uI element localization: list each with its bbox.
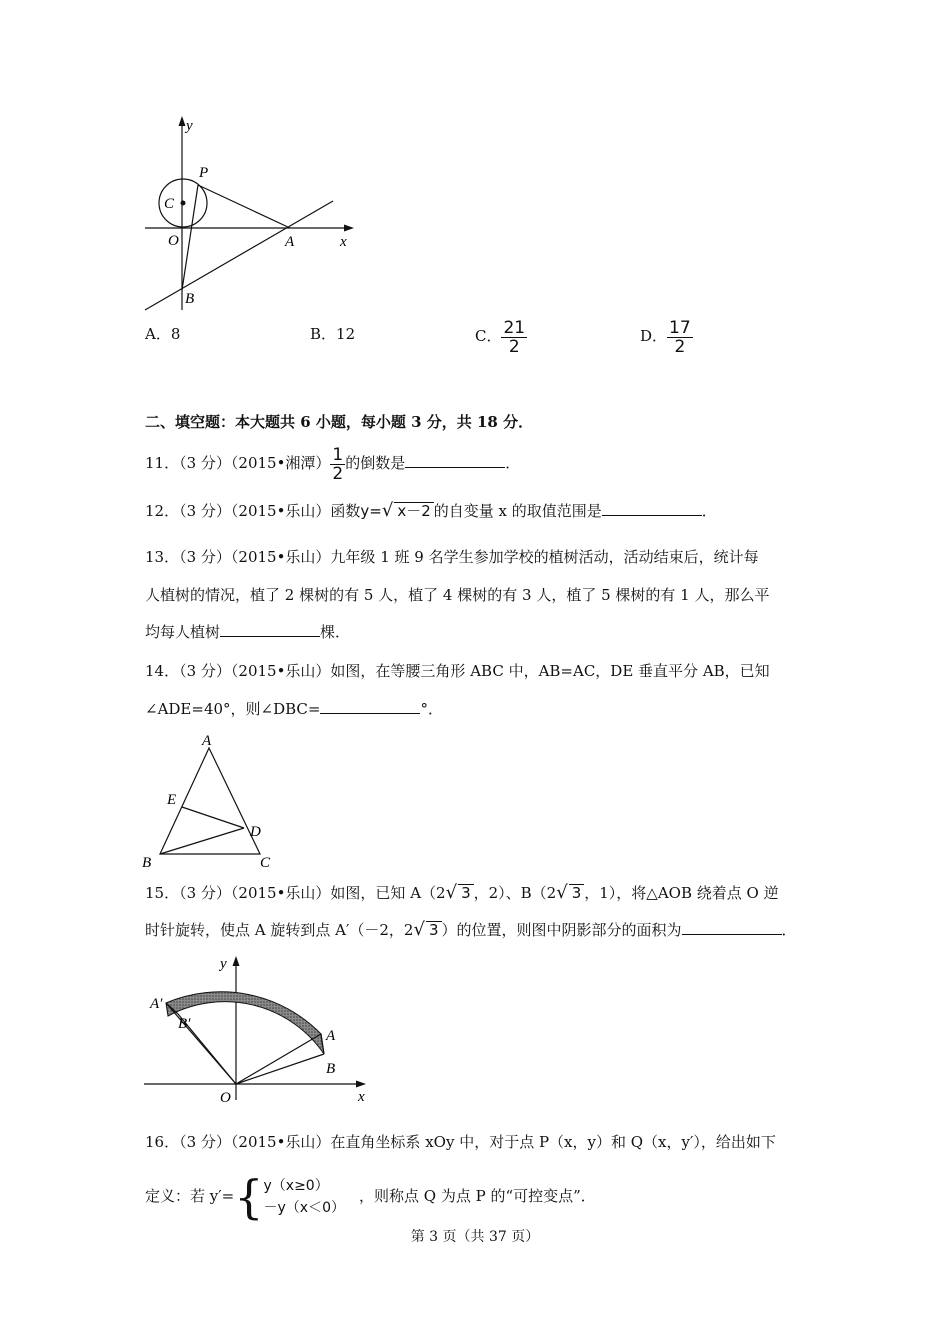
q13-answer-blank[interactable] [220, 622, 320, 637]
q15-root-1: √ [445, 882, 458, 903]
q13-line3 [145, 622, 350, 642]
q15-root-3: √ [413, 919, 425, 940]
q14-line2a: ∠ADE=40°，则∠DBC= [145, 700, 321, 718]
option-b [310, 324, 355, 344]
line-ab [145, 201, 333, 310]
option-b-value: 12 [336, 325, 356, 343]
q11-suffix: 的倒数是 [345, 454, 406, 472]
q15-l1a: 15．（3 分）（2015•乐山）如图，已知 A（2 [145, 884, 446, 902]
option-a [145, 324, 180, 344]
point-c [181, 201, 186, 206]
q16-line1: 16．（3 分）（2015•乐山）在直角坐标系 xOy 中，对于点 P（x，y）和 Q（x，y′），给出如下 [145, 1133, 776, 1151]
q15-radicand-3: 3 [426, 921, 442, 938]
q16-case-1: y（x≥0） [263, 1178, 329, 1194]
label-o: O [220, 1090, 231, 1106]
option-c-label: C． [475, 327, 502, 345]
q15-root-2: √ [556, 882, 568, 903]
figure-rotation [140, 950, 380, 1110]
label-d: D [250, 824, 261, 840]
option-b-label: B． [310, 325, 337, 343]
option-c-den: 2 [508, 336, 520, 357]
q13-line3a: 均每人植树 [145, 623, 221, 641]
figure-triangle-abc [140, 730, 290, 875]
label-o: O [168, 233, 179, 249]
label-c: C [260, 855, 271, 871]
q14-line1: 14．（3 分）（2015•乐山）如图，在等腰三角形 ABC 中，AB=AC，DE 垂直平分 AB，已知 [145, 662, 770, 680]
q15-line1 [145, 883, 779, 903]
option-d-fraction [667, 319, 693, 356]
option-c [475, 316, 527, 356]
label-a: A [285, 234, 295, 250]
q16-line2 [145, 1170, 596, 1222]
q12-lhs: y= [360, 502, 382, 520]
q12-suffix: 的自变量 x 的取值范围是 [433, 502, 602, 520]
q16-tail: ，则称点 Q 为点 P 的“可控变点”． [358, 1187, 596, 1205]
q15-l1c: ，1），将△AOB 绕着点 O 逆 [584, 884, 779, 902]
question-11 [145, 443, 520, 483]
q12-root-sign: √ [381, 500, 394, 521]
q14-line2b: °． [420, 700, 443, 718]
q11-answer-blank[interactable] [405, 453, 505, 468]
q14-answer-blank[interactable] [320, 699, 420, 714]
x-axis-arrow [344, 225, 354, 232]
q15-l1b: ，2）、B（2 [473, 884, 557, 902]
q11-fraction [330, 446, 345, 483]
label-a: A [326, 1028, 336, 1044]
option-d-label: D． [640, 327, 668, 345]
figure-circle-triangle [140, 112, 370, 312]
q16-cases [264, 1175, 345, 1219]
label-b: B [326, 1061, 336, 1077]
q12-end: ． [701, 502, 717, 520]
q15-l2b: ）的位置，则图中阴影部分的面积为 [441, 921, 682, 939]
label-c: C [164, 196, 175, 212]
option-a-label: A． [145, 325, 171, 343]
q12-prefix: 12．（3 分）（2015•乐山）函数 [145, 502, 361, 520]
y-axis-arrow [179, 116, 186, 126]
q12-answer-blank[interactable] [602, 501, 702, 516]
y-axis-arrow [233, 956, 240, 966]
q14-line2 [145, 699, 443, 719]
option-d-den: 2 [674, 336, 686, 357]
q15-l2a: 时针旋转，使点 A 旋转到点 A′（－2，2 [145, 921, 414, 939]
q11-prefix: 11．（3 分）（2015•湘潭） [145, 454, 331, 472]
q11-den: 2 [332, 463, 344, 484]
q15-line2 [145, 920, 797, 940]
label-x: x [358, 1089, 365, 1105]
label-x: x [340, 234, 347, 250]
q16-brace: { [234, 1170, 264, 1224]
label-y: y [220, 956, 227, 972]
q15-radicand-1: 3 [458, 884, 474, 901]
x-axis-arrow [356, 1081, 366, 1088]
segment-pb [182, 185, 198, 290]
label-a: A [202, 733, 212, 749]
q15-l2c: ． [781, 921, 797, 939]
q15-answer-blank[interactable] [682, 920, 782, 935]
option-a-value: 8 [170, 325, 181, 343]
label-a-prime: A′ [150, 996, 163, 1012]
label-b: B [142, 855, 152, 871]
label-e: E [167, 792, 177, 808]
q11-num: 1 [332, 444, 344, 465]
q13-line2: 人植树的情况，植了 2 棵树的有 5 人，植了 4 棵树的有 3 人，植了 5 棵树的有 1 人，那么平 [145, 586, 770, 604]
option-d [640, 316, 693, 356]
segment-ed [182, 807, 244, 828]
label-b-prime: B′ [178, 1016, 191, 1032]
label-y: y [186, 118, 193, 134]
option-c-fraction [501, 319, 527, 356]
section-title: 二、填空题：本大题共 6 小题，每小题 3 分，共 18 分． [145, 413, 534, 431]
segment-bd [160, 828, 244, 854]
page-footer: 第 3 页（共 37 页） [410, 1229, 540, 1245]
q13-line1: 13．（3 分）（2015•乐山）九年级 1 班 9 名学生参加学校的植树活动，活动结束后，统计每 [145, 548, 759, 566]
q12-radicand: x－2 [394, 502, 433, 519]
label-p: P [199, 165, 209, 181]
q13-line3b: 棵． [320, 623, 351, 641]
question-12 [145, 501, 717, 521]
option-c-num: 21 [503, 317, 526, 338]
q16-def: 定义：若 y′= [145, 1187, 235, 1205]
q16-case-2: －y（x＜0） [263, 1200, 345, 1216]
segment-pa [198, 185, 290, 228]
q15-radicand-2: 3 [569, 884, 585, 901]
option-d-num: 17 [669, 317, 691, 338]
q11-end: ． [505, 454, 521, 472]
label-b: B [185, 291, 195, 307]
